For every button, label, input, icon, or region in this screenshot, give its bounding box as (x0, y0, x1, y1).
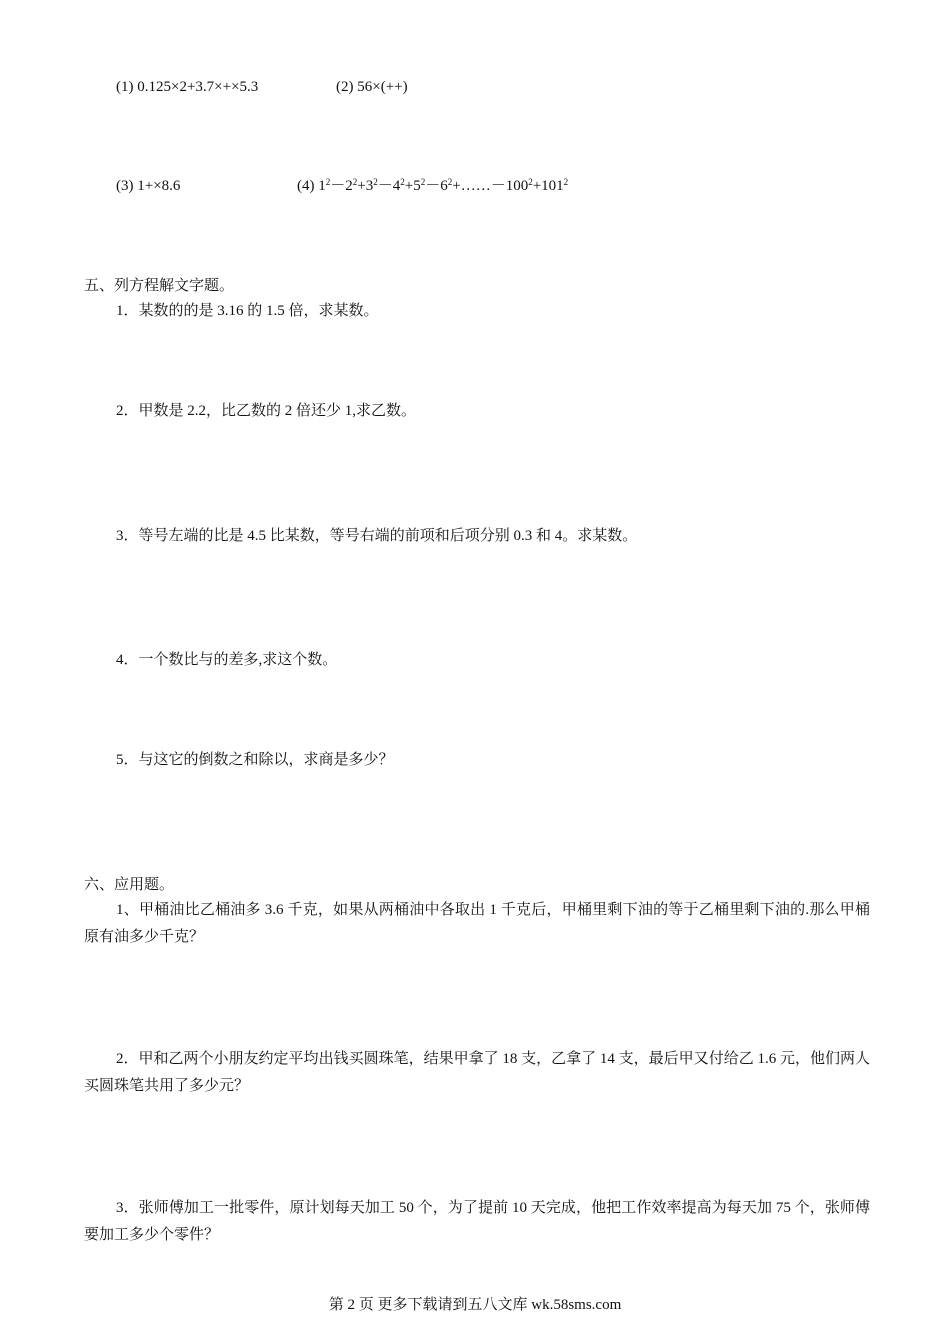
exponent: 2 (325, 177, 331, 187)
calc-problem-4-term: +101 (532, 178, 564, 194)
calc-problem-4-term: (4) 1 (297, 178, 326, 194)
section-6-item: 2．甲和乙两个小朋友约定平均出钱买圆珠笔，结果甲拿了 18 支，乙拿了 14 支，最后甲又付给乙 1.6 元，他们两人买圆珠笔共用了多少元？ (84, 1051, 870, 1094)
section-5-item: 4．一个数比与的差多,求这个数。 (116, 652, 338, 668)
page-footer: 第 2 页 更多下载请到五八文库 wk.58sms.com (328, 1297, 622, 1313)
exponent: 2 (400, 177, 405, 187)
calc-problem-4-term: －6 (425, 178, 448, 194)
calc-problem-2: (2) 56×(++) (336, 79, 408, 95)
section-5-item: 1．某数的的是 3.16 的 1.5 倍，求某数。 (116, 303, 379, 319)
calc-problem-4-term: +3 (357, 178, 374, 194)
exponent: 2 (420, 177, 426, 187)
calc-problem-4-term: +……－100 (452, 178, 529, 194)
calc-problem-4-term: +5 (404, 178, 421, 194)
calc-problem-1: (1) 0.125×2+3.7×+×5.3 (116, 79, 259, 95)
section-6-item: 1、甲桶油比乙桶油多 3.6 千克，如果从两桶油中各取出 1 千克后，甲桶里剩下油的等于乙桶里剩下油的.那么甲桶原有油多少千克？ (84, 902, 870, 945)
calc-problem-4-term: －2 (330, 178, 353, 194)
section-6-item: 3．张师傅加工一批零件，原计划每天加工 50 个，为了提前 10 天完成，他把工作效率提高为每天加 75 个，张师傅要加工多少个零件？ (84, 1200, 870, 1243)
section-5-heading: 五、列方程解文字题。 (84, 278, 235, 294)
calc-problem-3: (3) 1+×8.6 (116, 178, 181, 194)
section-6-heading: 六、应用题。 (84, 877, 175, 893)
section-5-item: 5．与这它的倒数之和除以，求商是多少？ (116, 752, 394, 768)
section-5-item: 3．等号左端的比是 4.5 比某数，等号右端的前项和后项分别 0.3 和 4。求某数。 (116, 528, 638, 544)
exponent: 2 (352, 177, 358, 187)
section-5-item: 2．甲数是 2.2，比乙数的 2 倍还少 1,求乙数。 (116, 403, 417, 419)
exponent: 2 (563, 177, 569, 187)
exponent: 2 (373, 177, 378, 187)
calc-problem-4 (297, 176, 568, 196)
exponent: 2 (447, 177, 453, 187)
calc-problem-4-term: －4 (377, 178, 401, 194)
exponent: 2 (528, 177, 533, 187)
